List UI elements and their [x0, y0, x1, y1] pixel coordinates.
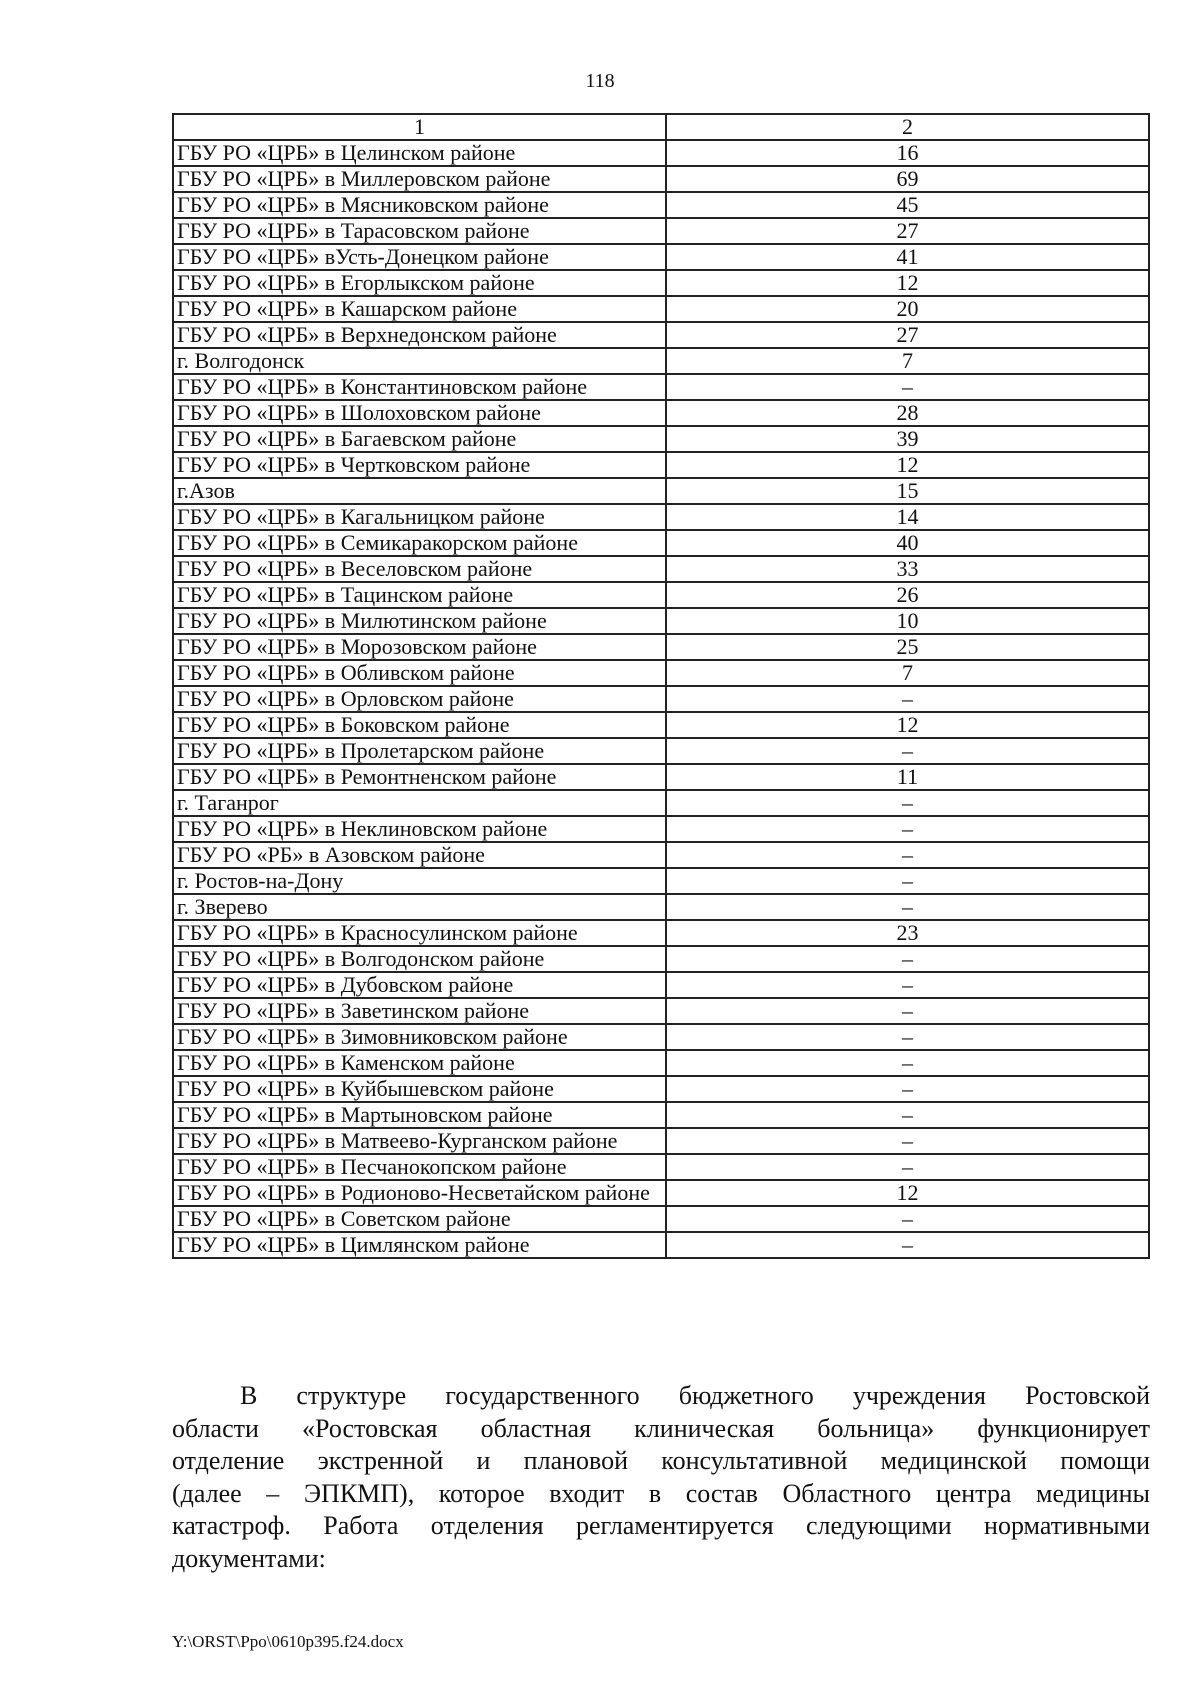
value-cell: 12	[666, 270, 1149, 296]
value-cell: –	[666, 374, 1149, 400]
institution-cell: ГБУ РО «ЦРБ» в Куйбышевском районе	[173, 1076, 666, 1102]
table-row	[173, 452, 1149, 478]
institution-cell: ГБУ РО «ЦРБ» вУсть-Донецком районе	[173, 244, 666, 270]
value-cell: –	[666, 790, 1149, 816]
institution-cell: ГБУ РО «ЦРБ» в Шолоховском районе	[173, 400, 666, 426]
table-row	[173, 478, 1149, 504]
value-cell: –	[666, 1232, 1149, 1258]
institution-cell: ГБУ РО «ЦРБ» в Кашарском районе	[173, 296, 666, 322]
institution-cell: ГБУ РО «ЦРБ» в Чертковском районе	[173, 452, 666, 478]
paragraph-line: документами:	[172, 1543, 326, 1573]
institution-cell: ГБУ РО «ЦРБ» в Песчанокопском районе	[173, 1154, 666, 1180]
table-row	[173, 998, 1149, 1024]
table-row	[173, 894, 1149, 920]
value-cell: 33	[666, 556, 1149, 582]
value-cell: 69	[666, 166, 1149, 192]
institution-cell: ГБУ РО «ЦРБ» в Семикаракорском районе	[173, 530, 666, 556]
table-row	[173, 738, 1149, 764]
body-paragraph	[172, 1380, 1150, 1575]
institution-cell: ГБУ РО «ЦРБ» в Обливском районе	[173, 660, 666, 686]
header-cell-1: 1	[173, 114, 666, 140]
table-row	[173, 322, 1149, 348]
value-cell: 39	[666, 426, 1149, 452]
value-cell: –	[666, 1050, 1149, 1076]
table-row	[173, 296, 1149, 322]
value-cell: –	[666, 1206, 1149, 1232]
table-row	[173, 426, 1149, 452]
institution-cell: ГБУ РО «ЦРБ» в Морозовском районе	[173, 634, 666, 660]
value-cell: –	[666, 946, 1149, 972]
value-cell: –	[666, 972, 1149, 998]
table-row	[173, 764, 1149, 790]
institution-cell: ГБУ РО «ЦРБ» в Каменском районе	[173, 1050, 666, 1076]
institution-cell: ГБУ РО «ЦРБ» в Родионово-Несветайском районе	[173, 1180, 666, 1206]
table-row	[173, 192, 1149, 218]
paragraph-line: В структуре государственного бюджетного учреждения Ростовской	[240, 1381, 1150, 1410]
value-cell: 40	[666, 530, 1149, 556]
institution-cell: ГБУ РО «ЦРБ» в Матвеево-Курганском районе	[173, 1128, 666, 1154]
value-cell: –	[666, 868, 1149, 894]
value-cell: 11	[666, 764, 1149, 790]
table-row	[173, 608, 1149, 634]
value-cell: 16	[666, 140, 1149, 166]
table-row	[173, 1102, 1149, 1128]
table-row	[173, 166, 1149, 192]
institution-cell: ГБУ РО «ЦРБ» в Боковском районе	[173, 712, 666, 738]
paragraph-line: области «Ростовская областная клиническая больница» функционирует	[172, 1413, 1150, 1443]
table-row	[173, 1128, 1149, 1154]
footer-file-path: Y:\ORST\Ppo\0610p395.f24.docx	[172, 1632, 404, 1651]
value-cell: 15	[666, 478, 1149, 504]
value-cell: 26	[666, 582, 1149, 608]
paragraph-line: отделение экстренной и плановой консультативной медицинской помощи	[172, 1446, 1150, 1475]
value-cell: 41	[666, 244, 1149, 270]
table-row	[173, 946, 1149, 972]
value-cell: 12	[666, 712, 1149, 738]
table-row	[173, 634, 1149, 660]
data-table	[172, 113, 1150, 1259]
paragraph-line: катастроф. Работа отделения регламентируется следующими нормативными	[172, 1511, 1150, 1540]
table-row	[173, 1076, 1149, 1102]
value-cell: –	[666, 1076, 1149, 1102]
table-row	[173, 400, 1149, 426]
value-cell: 28	[666, 400, 1149, 426]
institution-cell: ГБУ РО «ЦРБ» в Константиновском районе	[173, 374, 666, 400]
institution-cell: ГБУ РО «ЦРБ» в Зимовниковском районе	[173, 1024, 666, 1050]
institution-cell: ГБУ РО «ЦРБ» в Тарасовском районе	[173, 218, 666, 244]
header-cell-2: 2	[666, 114, 1149, 140]
table-row	[173, 920, 1149, 946]
value-cell: 20	[666, 296, 1149, 322]
institution-cell: ГБУ РО «ЦРБ» в Багаевском районе	[173, 426, 666, 452]
table-row	[173, 868, 1149, 894]
institution-cell: ГБУ РО «ЦРБ» в Пролетарском районе	[173, 738, 666, 764]
table-row	[173, 530, 1149, 556]
institution-cell: г. Ростов-на-Дону	[173, 868, 666, 894]
institution-cell: ГБУ РО «ЦРБ» в Волгодонском районе	[173, 946, 666, 972]
institution-cell: г.Азов	[173, 478, 666, 504]
institution-cell: ГБУ РО «ЦРБ» в Веселовском районе	[173, 556, 666, 582]
table-row	[173, 504, 1149, 530]
value-cell: 7	[666, 348, 1149, 374]
value-cell: 12	[666, 452, 1149, 478]
institution-cell: ГБУ РО «ЦРБ» в Мартыновском районе	[173, 1102, 666, 1128]
institution-cell: ГБУ РО «ЦРБ» в Верхнедонском районе	[173, 322, 666, 348]
value-cell: 25	[666, 634, 1149, 660]
value-cell: –	[666, 1128, 1149, 1154]
institution-cell: ГБУ РО «РБ» в Азовском районе	[173, 842, 666, 868]
value-cell: 10	[666, 608, 1149, 634]
institution-cell: ГБУ РО «ЦРБ» в Миллеровском районе	[173, 166, 666, 192]
value-cell: 27	[666, 218, 1149, 244]
institution-cell: ГБУ РО «ЦРБ» в Егорлыкском районе	[173, 270, 666, 296]
table-row	[173, 140, 1149, 166]
institution-cell: ГБУ РО «ЦРБ» в Заветинском районе	[173, 998, 666, 1024]
institution-cell: г. Зверево	[173, 894, 666, 920]
institution-cell: ГБУ РО «ЦРБ» в Тацинском районе	[173, 582, 666, 608]
table-row	[173, 1050, 1149, 1076]
institution-cell: ГБУ РО «ЦРБ» в Ремонтненском районе	[173, 764, 666, 790]
table-row	[173, 556, 1149, 582]
table-row	[173, 816, 1149, 842]
institution-cell: ГБУ РО «ЦРБ» в Мясниковском районе	[173, 192, 666, 218]
value-cell: –	[666, 816, 1149, 842]
table-row	[173, 1024, 1149, 1050]
table-row	[173, 972, 1149, 998]
table-row	[173, 1154, 1149, 1180]
institution-cell: ГБУ РО «ЦРБ» в Советском районе	[173, 1206, 666, 1232]
paragraph-line: (далее – ЭПКМП), которое входит в состав Областного центра медицины	[172, 1478, 1150, 1508]
institution-cell: г. Волгодонск	[173, 348, 666, 374]
institution-cell: ГБУ РО «ЦРБ» в Орловском районе	[173, 686, 666, 712]
table-row	[173, 348, 1149, 374]
institution-cell: ГБУ РО «ЦРБ» в Целинском районе	[173, 140, 666, 166]
table-row	[173, 686, 1149, 712]
institution-cell: ГБУ РО «ЦРБ» в Кагальницком районе	[173, 504, 666, 530]
institution-cell: г. Таганрог	[173, 790, 666, 816]
institution-cell: ГБУ РО «ЦРБ» в Дубовском районе	[173, 972, 666, 998]
value-cell: 23	[666, 920, 1149, 946]
table-row	[173, 1206, 1149, 1232]
value-cell: –	[666, 1024, 1149, 1050]
table-row	[173, 244, 1149, 270]
institution-cell: ГБУ РО «ЦРБ» в Цимлянском районе	[173, 1232, 666, 1258]
value-cell: 27	[666, 322, 1149, 348]
value-cell: –	[666, 894, 1149, 920]
value-cell: –	[666, 686, 1149, 712]
institution-cell: ГБУ РО «ЦРБ» в Красносулинском районе	[173, 920, 666, 946]
page-number: 118	[585, 70, 615, 92]
value-cell: 14	[666, 504, 1149, 530]
value-cell: 45	[666, 192, 1149, 218]
value-cell: 12	[666, 1180, 1149, 1206]
table-row	[173, 270, 1149, 296]
table-row	[173, 1232, 1149, 1258]
table-row	[173, 1180, 1149, 1206]
table-row	[173, 582, 1149, 608]
institution-cell: ГБУ РО «ЦРБ» в Неклиновском районе	[173, 816, 666, 842]
value-cell: –	[666, 738, 1149, 764]
value-cell: –	[666, 998, 1149, 1024]
value-cell: –	[666, 1154, 1149, 1180]
value-cell: –	[666, 842, 1149, 868]
table-row	[173, 842, 1149, 868]
value-cell: –	[666, 1102, 1149, 1128]
value-cell: 7	[666, 660, 1149, 686]
table-header-row	[173, 114, 1149, 140]
table-row	[173, 374, 1149, 400]
institution-cell: ГБУ РО «ЦРБ» в Милютинском районе	[173, 608, 666, 634]
table-row	[173, 660, 1149, 686]
table-row	[173, 790, 1149, 816]
table-row	[173, 218, 1149, 244]
table-row	[173, 712, 1149, 738]
